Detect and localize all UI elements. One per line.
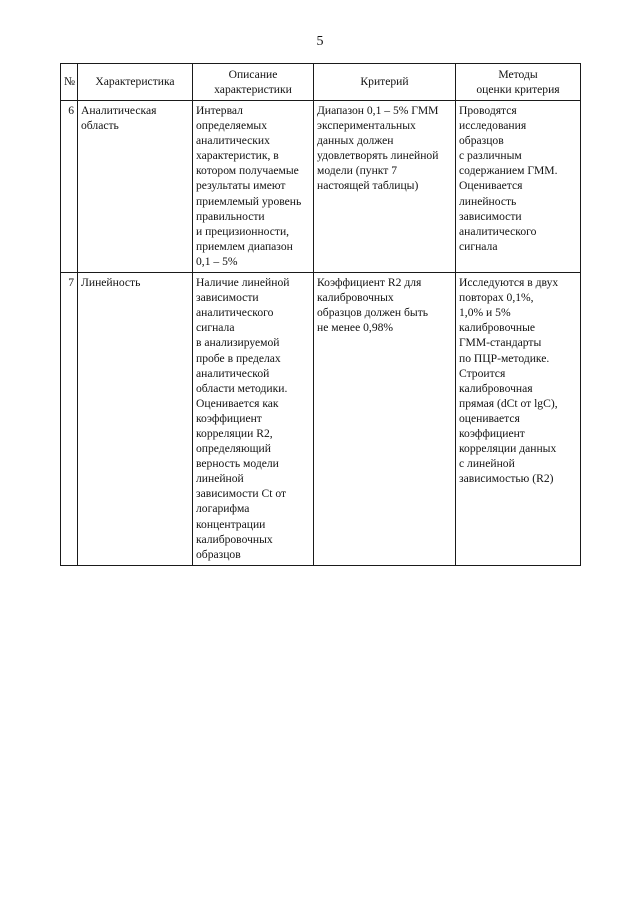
header-number-label: № [64,75,76,89]
description-cell [193,101,314,273]
header-characteristic [78,64,193,101]
header-criterion [314,64,456,101]
page-number: 5 [316,34,324,49]
row-number-cell [61,101,78,273]
criterion-cell [314,101,456,273]
table-header-row [61,64,581,101]
criterion-cell [314,273,456,566]
table-row [61,273,581,566]
table-row [61,101,581,273]
description-cell [193,273,314,566]
methods-cell [456,273,581,566]
methods-text: Исследуются в двух повторах 0,1%, 1,0% и 5% калибровочные ГММ-стандарты по ПЦР-методике. Строится калибровочная прямая (dCt от lgC), оценивается коэффициент корреляции данных с линейной зависимостью (R2) [459,276,559,486]
criteria-table [60,63,581,566]
row-number-cell [61,273,78,566]
description-text: Наличие линейной зависимости аналитического сигнала в анализируемой пробе в пределах аналитической области методики. Оценивается как коэффициент корреляции R2, определяющий верность модели линейной зависимости Ct от логарифма концентрации калибровочных образцов [196,276,290,561]
characteristic-text: Аналитическая область [81,104,157,133]
description-text: Интервал определяемых аналитических характеристик, в котором получаемые результаты имеют приемлемый уровень правильности и прецизионности, приемлем диапазон 0,1 – 5% [196,104,302,268]
criterion-text: Коэффициент R2 для калибровочных образцов должен быть не менее 0,98% [317,276,429,335]
criterion-text: Диапазон 0,1 – 5% ГММ экспериментальных данных должен удовлетворять линейной модели (пункт 7 настоящей таблицы) [317,104,439,193]
header-description [193,64,314,101]
row-number: 6 [68,104,74,117]
methods-cell [456,101,581,273]
header-methods-label: Методы оценки критерия [476,67,560,96]
characteristic-cell [78,273,193,566]
row-number: 7 [68,276,74,290]
characteristic-cell [78,101,193,273]
header-number [61,64,78,101]
header-characteristic-label: Характеристика [95,75,175,89]
header-methods [456,64,581,101]
header-description-label: Описание характеристики [214,67,292,96]
header-criterion-label: Критерий [360,75,409,89]
characteristic-text: Линейность [81,276,141,290]
methods-text: Проводятся исследования образцов с различным содержанием ГММ. Оценивается линейность зависимости аналитического сигнала [459,104,558,253]
